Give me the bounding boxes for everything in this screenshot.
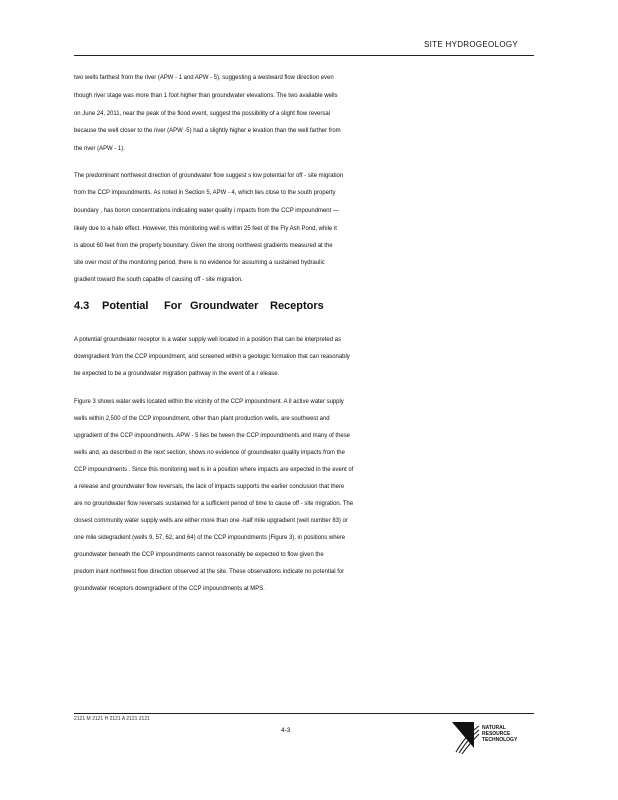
paragraph-2-line: likely due to a halo effect. However, this monitoring well is within 25 feet of the Fly Ash Pond, while it — [74, 225, 337, 232]
logo-text-line: RESOURCE — [482, 731, 511, 737]
paragraph-1-line: the river (APW - 1). — [74, 145, 125, 152]
footer-note: 2121 M 2121 H 2121 A 2121 2121 — [74, 716, 150, 722]
paragraph-3-line: A potential groundwater receptor is a water supply well located in a position that can be interpreted as — [74, 336, 341, 343]
paragraph-4-line: upgradient of the CCP impoundments. APW - 5 lies be tween the CCP impoundments and many of these — [74, 432, 350, 439]
header-rule — [74, 55, 534, 56]
paragraph-4-line: closest community water supply wells are either more than one -half mile upgradient (well number 83) or — [74, 517, 348, 524]
paragraph-4-line: groundwater beneath the CCP impoundments cannot reasonably be expected to flow given the — [74, 551, 324, 558]
company-logo — [452, 720, 542, 756]
section-number: 4.3 — [74, 300, 90, 312]
section-heading-word: Receptors — [270, 300, 324, 312]
paragraph-4-line: a release and groundwater flow reversals, the lack of impacts supports the earlier conclusion that there — [74, 483, 345, 490]
paragraph-2-line: is about 60 feet from the property boundary. Given the strong northwest gradients measured at the — [74, 242, 333, 249]
paragraph-4-line: predom inant northwest flow direction observed at the site. These observations indicate no potential for — [74, 568, 345, 575]
footer-rule — [74, 713, 534, 714]
section-heading-word: Potential — [102, 300, 149, 312]
logo-text-line: NATURAL — [482, 725, 506, 731]
paragraph-2-line: site over most of the monitoring period, there is no evidence for assuming a sustained hydraulic — [74, 259, 325, 266]
paragraph-2-line: boundary , has boron concentrations indicating water quality i mpacts from the CCP impoundment — — [74, 207, 339, 214]
paragraph-2-line: from the CCP impoundments. As noted in Section 5, APW - 4, which lies close to the south property — [74, 189, 336, 196]
logo-text-line: TECHNOLOGY — [482, 737, 518, 743]
paragraph-4-line: wells within 2,500 of the CCP impoundment, other than plant production wells, are southwest and — [74, 415, 330, 422]
paragraph-1-line: two wells farthest from the river (APW - 1 and APW - 5), suggesting a westward flow direction even — [74, 74, 334, 81]
paragraph-2-line: gradient toward the south capable of causing off - site migration. — [74, 276, 243, 283]
section-heading-word: For — [164, 300, 182, 312]
paragraph-4-line: one mile sidegradient (wells 9, 57, 62, and 64) of the CCP impoundments (Figure 3), in positions where — [74, 534, 346, 541]
paragraph-4-line: groundwater receptors downgradient of the CCP impoundments at MPS. — [74, 585, 265, 592]
paragraph-4-line: Figure 3 shows water wells located within the vicinity of the CCP impoundment. A ll active water supply — [74, 398, 344, 405]
paragraph-4-line: are no groundwater flow reversals sustained for a sufficient period of time to cause off - site migration. The — [74, 500, 354, 507]
logo-text — [482, 725, 517, 743]
page-number: 4-3 — [281, 727, 291, 734]
logo-mark-icon — [452, 722, 480, 754]
paragraph-4-line: wells and, as described in the next section, shows no evidence of groundwater quality impacts from the — [74, 449, 345, 456]
running-header: SITE HYDROGEOLOGY — [424, 40, 519, 49]
paragraph-1-line: because the well closer to the river (APW -5) had a slightly higher e levation than the well farther from — [74, 127, 341, 134]
paragraph-2-line: The predominant northwest direction of groundwater flow suggest s low potential for off - site migration — [74, 172, 344, 179]
paragraph-4-line: CCP impoundments . Since this monitoring well is in a position where impacts are expected in the event of — [74, 466, 354, 473]
section-heading-word: Groundwater — [190, 300, 259, 312]
paragraph-3-line: downgradient from the CCP impoundment, and screened within a geologic formation that can reasonably — [74, 353, 350, 360]
paragraph-1-line: on June 24, 2011, near the peak of the flood event, suggest the possibility of a slight flow reversal — [74, 110, 330, 117]
paragraph-3-line: be expected to be a groundwater migration pathway in the event of a r elease. — [74, 370, 280, 377]
paragraph-1-line: though river stage was more than 1 foot higher than groundwater elevations. The two available wells — [74, 92, 338, 99]
